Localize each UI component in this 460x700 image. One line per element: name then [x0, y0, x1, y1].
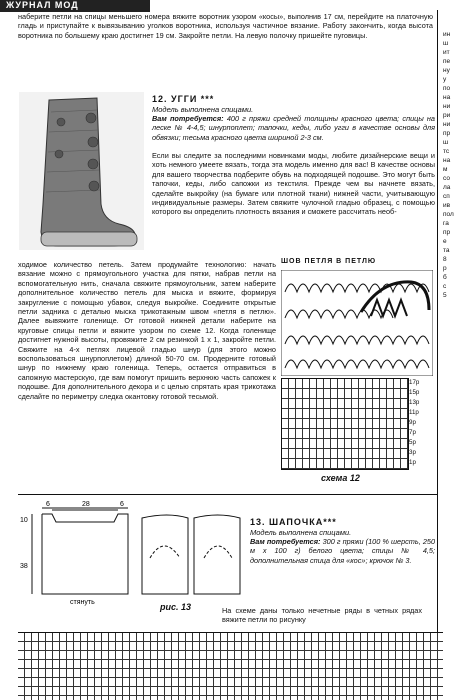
fig13-dim-middle: 28	[82, 501, 90, 508]
right-margin-fragment: пр	[443, 130, 451, 137]
right-margin-fragment: тс	[443, 148, 450, 155]
scheme-12-row-label: 5р	[409, 439, 416, 446]
scheme-12-row-label: 11р	[409, 409, 419, 416]
ugg-needed-text: 400 г пряжи средней толщины красного цвета; спицы на леске № 4-4,5; шнурпоплет; тапочки, кеды, либо угги в качестве основы для обвязки; тесьма красного цвета шириной 2-3 см.	[152, 114, 435, 142]
right-margin-fragment: пе	[443, 58, 451, 65]
hat-scheme-grid	[18, 632, 443, 700]
right-margin-fragment: ну	[443, 67, 450, 74]
right-margin-fragment: у	[443, 76, 447, 83]
right-margin-fragment: б	[443, 274, 447, 281]
ugg-body-2: ходимое количество петель. Затем продумайте технологию: начать вязание можно с прямоугольного участка для пятки, набрав петли на вспомогательную нить, сначала свяжите прямоугольник, затем наберите дополнительное количество петель для мыска и вяжите, формируя закругление с помощью убавок, следуя выкройке. Соедините открытые петли задника с деталью мыска трикотажным швом «петля в петлю». Далее вывяжите голенище. От готовой нижней детали наберите на круговые спицы петли и вяжите узором по схеме 12. Когда голенище достигнет нужной высоты, провяжите 2 см резинкой 1 х 1, закройте петли. Свяжите на 4-х петлях лицевой гладью шнур (для этого можно воспользоваться шнурпоплетом) длиной 50-70 см. Продерните готовый шнур по нижнему краю голенища. Теперь, остается отправиться в сапожную мастерскую, где вам помогут пришить верхнюю часть сапожек к подошве. Для дополнительного декора и с целью спрятать края трикотажа сделайте по периметру следка окантовку готовой тесьмой.	[18, 260, 276, 401]
right-margin-fragment: ла	[443, 184, 451, 191]
scheme-12-grid	[281, 378, 409, 470]
right-margin-fragment: 5	[443, 292, 447, 299]
right-margin-fragment: ит	[443, 49, 450, 56]
fig13-dim-side-main: 38	[20, 563, 28, 570]
right-margin-fragment: по	[443, 85, 451, 92]
right-margin-fragment: 8	[443, 256, 447, 263]
right-margin-fragment: ш	[443, 40, 449, 47]
scheme-12-caption: схема 12	[321, 473, 360, 483]
top-paragraph: наберите петли на спицы меньшего номера вяжите воротник узором «косы», выполнив 17 см, перейдите на платочную гладь и приступайте к вывязыванию уголков воротника, используя частичное вязание. Работу закончить, когда высота воротника по большему краю достигнет 19 см. Закройте петли. На левую полочку пришейте пуговицы.	[18, 12, 433, 40]
ugg-needed-label: Вам потребуется:	[152, 114, 224, 123]
right-margin-fragment: р	[443, 265, 447, 272]
right-margin-fragment: на	[443, 94, 451, 101]
scheme-12	[281, 378, 433, 490]
fig13-pull-label: стянуть	[70, 599, 95, 606]
right-margin-fragment: пол	[443, 211, 454, 218]
right-margin-fragment: е	[443, 238, 447, 245]
scheme-12-row-label: 9р	[409, 419, 416, 426]
fig13-dim-side-top: 10	[20, 517, 28, 524]
scheme-12-row-label: 3р	[409, 449, 416, 456]
right-margin-fragment: ин	[443, 31, 451, 38]
seam-diagram	[281, 258, 433, 376]
magazine-header	[0, 0, 150, 12]
scheme-12-row-label: 15р	[409, 389, 420, 396]
right-margin-fragment: со	[443, 175, 450, 182]
right-margin-fragment: ш	[443, 139, 449, 146]
right-margin-fragment: ив	[443, 202, 451, 209]
scheme-12-row-label: 1р	[409, 459, 416, 466]
hat-note: На схеме даны только нечетные ряды в четных рядах вяжите петли по рисунку	[222, 606, 422, 625]
hat-needed	[250, 537, 435, 565]
right-margin-fragment: ри	[443, 112, 451, 119]
right-margin-fragment: ни	[443, 121, 451, 128]
right-margin-text	[443, 30, 460, 300]
right-margin-fragment: сп	[443, 193, 450, 200]
section-divider	[18, 494, 437, 495]
ugg-model-note: Модель выполнена спицами.	[152, 105, 254, 114]
seam-label: ШОВ ПЕТЛЯ В ПЕТЛЮ	[281, 258, 377, 265]
right-margin-fragment: м	[443, 166, 448, 173]
right-margin-fragment: пр	[443, 229, 451, 236]
right-margin-fragment: на	[443, 157, 451, 164]
hat-model-note: Модель выполнена спицами.	[250, 528, 352, 537]
scheme-12-row-label: 17р	[409, 379, 420, 386]
ugg-title: 12. УГГИ ***	[152, 94, 215, 104]
ugg-boot-photo	[19, 92, 144, 250]
right-margin-fragment: га	[443, 220, 449, 227]
hat-title: 13. ШАПОЧКА***	[250, 517, 337, 527]
fig13-dim-right: 6	[120, 501, 124, 508]
scheme-12-row-label: 13р	[409, 399, 420, 406]
hat-needed-label: Вам потребуется:	[250, 537, 321, 546]
figure-13	[18, 498, 248, 623]
fig13-caption: рис. 13	[160, 602, 192, 612]
right-margin-fragment: ни	[443, 103, 451, 110]
right-margin-fragment: та	[443, 247, 450, 254]
right-margin-fragment: с	[443, 283, 447, 290]
hat-needed-text: 300 г пряжи (100 % шерсть, 250 м х 100 г) белого цвета; спицы № 4,5; дополнительная спица для «кос»; крючок № 3.	[250, 537, 436, 565]
ugg-body-1: Если вы следите за последними новинками моды, любите дизайнерские вещи и хоть немного умеете вязать, тогда эта модель именно для вас! В качестве основы для вашего творчества подберите обувь на подходящей подошве. Это могут быть тапочки, кеды, либо сапожки из текстиля. Прежде чем вы начнете вязать, сделайте выкройку (на бумаге или плотной ткани) нижней части, учитывающую индивидуальные размеры. Затем свяжите чулочной гладью образец, с помощью которого вы определить плотность вязания и сможете рассчитать необ-	[152, 151, 435, 217]
ugg-needed	[152, 114, 435, 142]
magazine-title: ЖУРНАЛ МОД	[6, 0, 79, 10]
scheme-12-row-labels	[409, 378, 431, 468]
scheme-12-row-label: 7р	[409, 429, 416, 436]
column-divider	[437, 10, 438, 640]
fig13-dim-left: 6	[46, 501, 50, 508]
